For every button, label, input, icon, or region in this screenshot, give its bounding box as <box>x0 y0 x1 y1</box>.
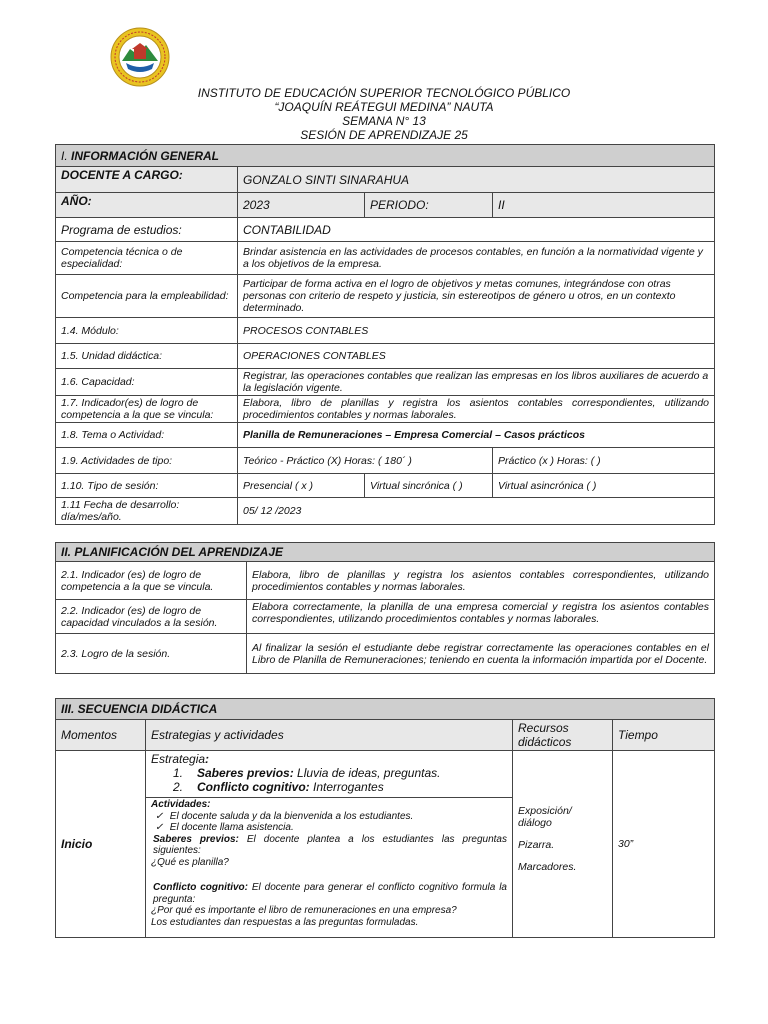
planif-r2-label: 2.2. Indicador (es) de logro de capacidad vinculados a la sesión. <box>56 600 247 634</box>
tipo-sesion-label: 1.10. Tipo de sesión: <box>56 474 238 498</box>
planif-r3-value: Al finalizar la sesión el estudiante debe registrar correctamente las operaciones contables en el Libro de Planilla de Remuneraciones; teniendo en cuenta la información impartida por el Docente. <box>247 634 715 674</box>
actividades-label: 1.9. Actividades de tipo: <box>56 448 238 474</box>
saberes-previos: Saberes previos: El docente plantea a los estudiantes las preguntas siguientes: <box>153 833 507 856</box>
conflicto-cognitivo: Conflicto cognitivo: El docente para generar el conflicto cognitivo formula la pregunta: <box>153 882 507 905</box>
indicador-value: Elabora, libro de planillas y registra los asientos contables correspondientes, utilizando procedimientos contables y normas laborales. <box>238 396 715 423</box>
planif-r1-value: Elabora, libro de planillas y registra los asientos contables correspondientes, utilizando procedimientos contables y normas laborales. <box>247 562 715 600</box>
check-icon: ✓ <box>155 822 164 833</box>
institute-subname: “JOAQUÍN REÁTEGUI MEDINA” NAUTA <box>274 100 494 114</box>
competencia-tecnica-value: Brindar asistencia en las actividades de procesos contables, en función a la normatividad vigente y a los objetivos de la empresa. <box>238 242 715 275</box>
capacidad-value: Registrar, las operaciones contables que realizan las empresas en los libros auxiliares de acuerdo a la legislación vigente. <box>238 369 715 396</box>
col-tiempo: Tiempo <box>613 720 715 751</box>
periodo-value: II <box>493 193 715 218</box>
planif-r2-value: Elabora correctamente, la planilla de una empresa comercial y registra los asientos contables correspondientes, utilizando procedimientos contables y normas laborales. <box>247 600 715 634</box>
actividades-teorico: Teórico - Práctico (X) Horas: ( 180´ ) <box>238 448 493 474</box>
anio-value: 2023 <box>238 193 365 218</box>
tipo-asincronica: Virtual asincrónica ( ) <box>493 474 715 498</box>
check-icon: ✓ <box>155 810 164 822</box>
recurso-3: Marcadores. <box>518 861 577 873</box>
momento-inicio: Inicio <box>56 751 146 938</box>
competencia-empleabilidad-label: Competencia para la empleabilidad: <box>56 275 238 318</box>
fecha-label: 1.11 Fecha de desarrollo: día/mes/año. <box>56 498 238 525</box>
secuencia-table <box>55 698 715 938</box>
estrategia-label: Estrategia <box>151 752 206 766</box>
recursos-cell <box>513 751 613 938</box>
section-general-title: I. INFORMACIÓN GENERAL <box>56 145 715 167</box>
week-number: SEMANA N° 13 <box>342 114 426 128</box>
check-item-1: ✓ El docente saluda y da la bienvenida a los estudiantes. <box>155 810 414 822</box>
session-number: SESIÓN DE APRENDIZAJE 25 <box>300 128 468 142</box>
programa-value: CONTABILIDAD <box>238 218 715 242</box>
docente-label: DOCENTE A CARGO: <box>56 167 238 193</box>
tipo-presencial: Presencial ( x ) <box>238 474 365 498</box>
tema-label: 1.8. Tema o Actividad: <box>56 423 238 448</box>
unidad-value: OPERACIONES CONTABLES <box>238 344 715 369</box>
col-recursos: Recursos didácticos <box>513 720 613 751</box>
institute-name: INSTITUTO DE EDUCACIÓN SUPERIOR TECNOLÓGICO PÚBLICO <box>197 86 571 100</box>
fecha-value: 05/ 12 /2023 <box>238 498 715 525</box>
planif-r1-label: 2.1. Indicador (es) de logro de competencia a la que se vincula. <box>56 562 247 600</box>
estrategias-cell <box>146 751 513 938</box>
pregunta-1: ¿Qué es planilla? <box>151 856 229 868</box>
periodo-label: PERIODO: <box>365 193 493 218</box>
tiempo-value: 30” <box>613 751 715 938</box>
respuesta: Los estudiantes dan respuestas a las preguntas formuladas. <box>151 916 419 928</box>
col-momentos: Momentos <box>56 720 146 751</box>
check-item-2: ✓ El docente llama asistencia. <box>155 822 294 833</box>
institute-logo <box>108 27 172 87</box>
actividades-label: Actividades: <box>151 799 211 810</box>
actividades-practico: Práctico (x ) Horas: ( ) <box>493 448 715 474</box>
recurso-1: Exposición/ diálogo <box>518 805 572 829</box>
modulo-value: PROCESOS CONTABLES <box>238 318 715 344</box>
estrategia-block: Estrategia: 1. Saberes previos: Lluvia de ideas, preguntas. 2. Conflicto cognitivo: Interrogantes <box>146 751 512 798</box>
recurso-2: Pizarra. <box>518 839 555 851</box>
section-secuencia-title: III. SECUENCIA DIDÁCTICA <box>56 699 715 720</box>
general-info-table <box>55 144 715 525</box>
planificacion-table <box>55 542 715 674</box>
docente-value: GONZALO SINTI SINARAHUA <box>238 167 715 193</box>
estrategia-item-2: 2. Conflicto cognitivo: Interrogantes <box>173 780 384 794</box>
indicador-label: 1.7. Indicador(es) de logro de competencia a la que se vincula: <box>56 396 238 423</box>
tipo-sincronica: Virtual sincrónica ( ) <box>365 474 493 498</box>
planif-r3-label: 2.3. Logro de la sesión. <box>56 634 247 674</box>
competencia-empleabilidad-value: Participar de forma activa en el logro de objetivos y metas comunes, integrándose con otras personas con criterio de respeto y justicia, sin estereotipos de género u otros, en un contexto determinado. <box>238 275 715 318</box>
document-header <box>0 86 768 142</box>
col-estrategias: Estrategias y actividades <box>146 720 513 751</box>
anio-label: AÑO: <box>56 193 238 218</box>
estrategia-item-1: 1. Saberes previos: Lluvia de ideas, preguntas. <box>173 766 441 780</box>
tema-value: Planilla de Remuneraciones – Empresa Comercial – Casos prácticos <box>238 423 715 448</box>
pregunta-2: ¿Por qué es importante el libro de remuneraciones en una empresa? <box>151 905 457 916</box>
capacidad-label: 1.6. Capacidad: <box>56 369 238 396</box>
modulo-label: 1.4. Módulo: <box>56 318 238 344</box>
competencia-tecnica-label: Competencia técnica o de especialidad: <box>56 242 238 275</box>
section-planificacion-title: II. PLANIFICACIÓN DEL APRENDIZAJE <box>56 543 715 562</box>
programa-label: Programa de estudios: <box>56 218 238 242</box>
unidad-label: 1.5. Unidad didáctica: <box>56 344 238 369</box>
